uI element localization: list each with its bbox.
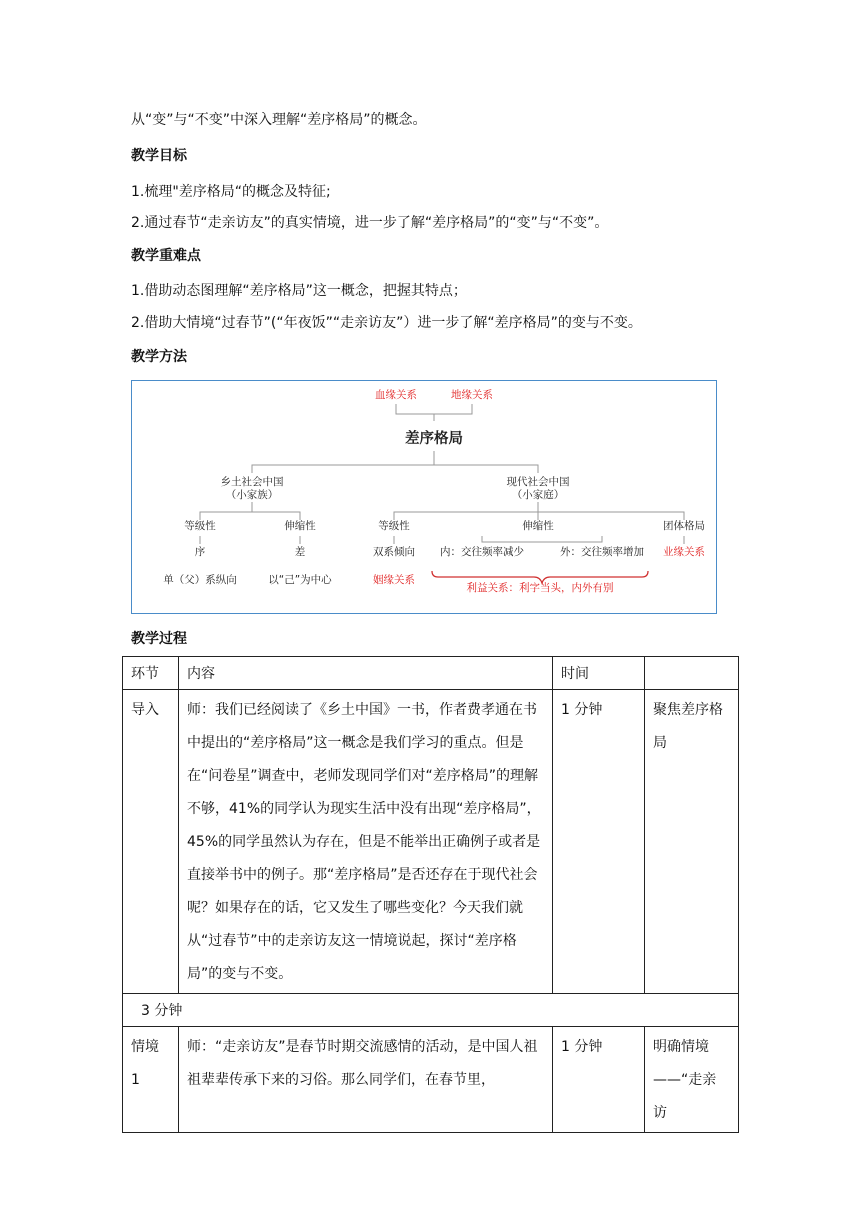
objective-item-2: 2.通过春节“走亲访友”的真实情境，进一步了解“差序格局”的“变”与“不变”。 <box>131 215 609 231</box>
note-cell: 明确情境——“走亲访 <box>645 1027 739 1133</box>
differential-pattern-node: 差序格局 <box>405 431 463 447</box>
stage-cell: 导入 <box>123 690 179 994</box>
rural-hierarchy-node: 等级性 <box>184 520 216 532</box>
rural-china-sub: （小家族） <box>225 489 279 501</box>
note-cell: 聚焦差序格局 <box>645 690 739 994</box>
process-heading: 教学过程 <box>131 631 187 647</box>
stage-cell: 情境 1 <box>123 1027 179 1133</box>
intro-line: 从“变”与“不变”中深入理解“差序格局”的概念。 <box>131 112 427 128</box>
blood-relation-label: 血缘关系 <box>375 389 417 401</box>
interest-relation-label: 利益关系：利字当头，内外有别 <box>466 582 614 594</box>
methods-heading: 教学方法 <box>131 349 187 365</box>
table-row <box>123 690 739 994</box>
concept-diagram <box>131 380 717 614</box>
header-time: 时间 <box>553 657 645 690</box>
header-note <box>645 657 739 690</box>
table-row-merged <box>123 994 739 1027</box>
dual-tendency-node: 双系倾向 <box>373 546 415 558</box>
rural-vertical-node: 单（父）系纵向 <box>163 574 237 586</box>
content-cell: 师：“走亲访友”是春节时期交流感情的活动，是中国人祖祖辈辈传承下来的习俗。那么同学们，在春节里， <box>179 1027 553 1133</box>
key-point-item-1: 1.借助动态图理解“差序格局”这一概念，把握其特点； <box>131 283 467 299</box>
header-content: 内容 <box>179 657 553 690</box>
key-point-item-2: 2.借助大情境“过春节”(“年夜饭”“走亲访友”）进一步了解“差序格局”的变与不变。 <box>131 315 642 331</box>
modern-china-node: 现代社会中国 <box>506 476 570 488</box>
table-header-row <box>123 657 739 690</box>
rural-elasticity-node: 伸缩性 <box>284 520 316 532</box>
objective-item-1: 1.梳理"差序格局“的概念及特征; <box>131 184 331 200</box>
group-pattern-node: 团体格局 <box>663 520 705 532</box>
career-relation-label: 业缘关系 <box>663 546 705 558</box>
time-cell: 1 分钟 <box>553 690 645 994</box>
content-cell: 师：我们已经阅读了《乡土中国》一书，作者费孝通在书中提出的“差序格局”这一概念是我们学习的重点。但是在“问卷星”调查中，老师发现同学们对“差序格局”的理解不够，41%的同学认为现实生活中没有出现“差序格局”，45%的同学虽然认为存在，但是不能举出正确例子或者是直接举书中的例子。那“差序格局”是否还存在于现代社会呢？如果存在的话，它又发生了哪些变化？今天我们就从“过春节”中的走亲访友这一情境说起，探讨“差序格局”的变与不变。 <box>179 690 553 994</box>
modern-china-sub: （小家庭） <box>511 489 565 501</box>
process-table <box>122 656 739 1133</box>
header-stage: 环节 <box>123 657 179 690</box>
outer-frequency-node: 外：交往频率增加 <box>560 546 644 558</box>
modern-hierarchy-node: 等级性 <box>378 520 410 532</box>
merged-duration-cell: 3 分钟 <box>123 994 739 1027</box>
rural-order-node: 序 <box>194 546 206 558</box>
marriage-relation-label: 姻缘关系 <box>373 574 415 586</box>
land-relation-label: 地缘关系 <box>451 389 493 401</box>
time-cell: 1 分钟 <box>553 1027 645 1133</box>
table-row <box>123 1027 739 1133</box>
objectives-heading: 教学目标 <box>131 148 187 164</box>
rural-self-center-node: 以“己”为中心 <box>268 574 332 586</box>
key-points-heading: 教学重难点 <box>131 248 201 264</box>
modern-elasticity-node: 伸缩性 <box>522 520 554 532</box>
rural-china-node: 乡土社会中国 <box>220 476 284 488</box>
rural-difference-node: 差 <box>294 546 306 558</box>
inner-frequency-node: 内：交往频率减少 <box>440 546 524 558</box>
